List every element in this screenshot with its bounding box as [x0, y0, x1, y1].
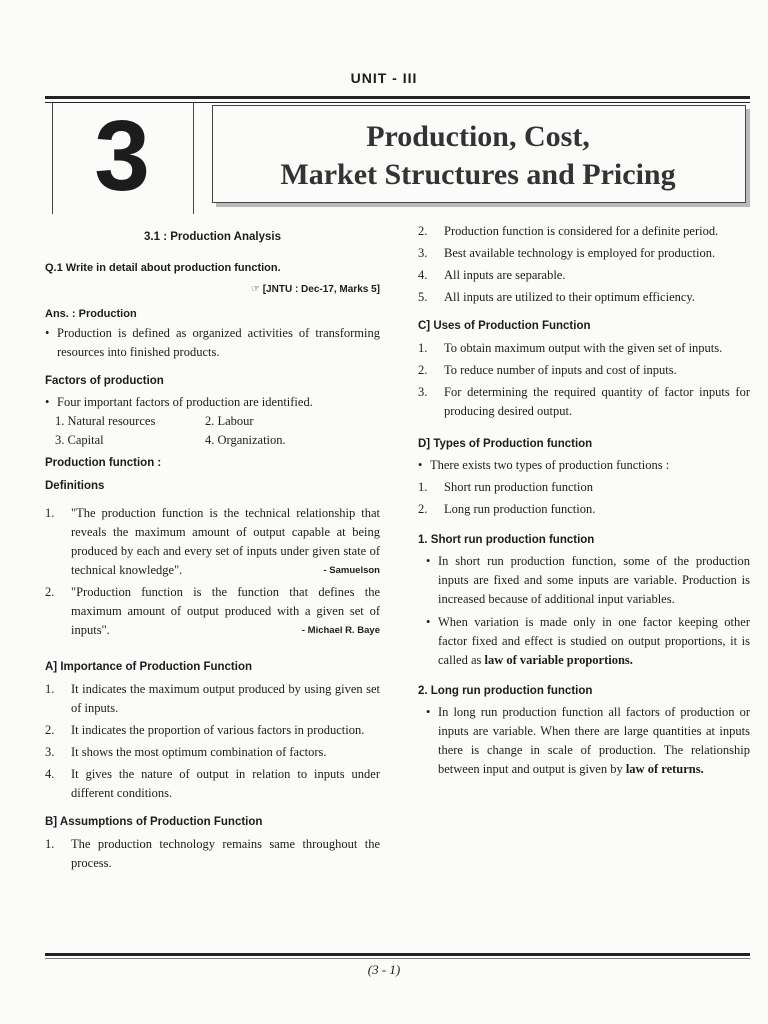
importance-item: 1. It indicates the maximum output produced by using given set of inputs.: [45, 682, 380, 715]
section-title: 3.1 : Production Analysis: [144, 231, 281, 243]
definitions-heading: Definitions: [45, 480, 105, 492]
factors-heading: Factors of production: [45, 375, 164, 387]
question: Q.1 Write in detail about production function.: [45, 262, 281, 274]
definition-citation: - Samuelson: [323, 565, 380, 576]
importance-item: 3. It shows the most optimum combination of factors.: [45, 745, 327, 759]
importance-item: 4. It gives the nature of output in relation to inputs under different conditions.: [45, 767, 380, 800]
assumptions-heading: B] Assumptions of Production Function: [45, 816, 263, 828]
long-run-bullet: • In long run production function all factors of production or inputs are variable. When there are large quantities at inputs there is change in scale of production. The relationship between input and output is given by law of returns.: [426, 703, 750, 779]
right-column: [418, 222, 750, 779]
importance-item: 2. It indicates the proportion of various factors in production.: [45, 723, 365, 737]
assumption-item: 4. All inputs are separable.: [418, 268, 566, 282]
types-item: 1. Short run production function: [418, 480, 593, 494]
types-intro: • There exists two types of production functions :: [418, 456, 750, 475]
uses-item: 2. To reduce number of inputs and cost of inputs.: [418, 363, 677, 377]
factor-item: 1. Natural resources: [55, 414, 156, 428]
short-run-bullet: • When variation is made only in one factor keeping other factor fixed and effect is studied on output proportions, it is called as law of variable proportions.: [426, 613, 750, 670]
short-run-heading: 1. Short run production function: [418, 534, 595, 546]
factors-list: [45, 412, 380, 450]
types-item: 2. Long run production function.: [418, 502, 596, 516]
page-number: (3 - 1): [367, 962, 401, 977]
long-run-heading: 2. Long run production function: [418, 685, 593, 697]
chapter-title-line1: Production, Cost,: [366, 120, 590, 153]
chapter-number: 3: [94, 100, 150, 212]
definition-citation: - Michael R. Baye: [301, 625, 380, 636]
uses-item: 1. To obtain maximum output with the given set of inputs.: [418, 341, 723, 355]
uses-item: 3. For determining the required quantity of factor inputs for producing desired output.: [418, 385, 750, 418]
production-definition: • Production is defined as organized activities of transforming resources into finished products.: [45, 324, 380, 362]
factor-item: 2. Labour: [205, 414, 254, 428]
chapter-title: [212, 118, 744, 194]
factor-item: 4. Organization.: [205, 433, 286, 447]
assumption-item: 2. Production function is considered for a definite period.: [418, 224, 719, 238]
left-column: [45, 222, 380, 873]
chapter-title-line2: Market Structures and Pricing: [280, 158, 676, 191]
assumption-item: 1. The production technology remains same throughout the process.: [45, 837, 380, 870]
short-run-bullet: • In short run production function, some of the production inputs are fixed and some inputs are variable. Production is increased because of additional input variables.: [426, 552, 750, 609]
definition-item: 2. "Production function is the function that defines the maximum amount of output produced with a given set of inputs". - Michael R. Baye: [45, 583, 380, 640]
factors-intro: • Four important factors of production are identified.: [45, 393, 380, 412]
types-heading: D] Types of Production function: [418, 438, 593, 450]
production-function-heading: Production function :: [45, 457, 162, 469]
assumption-item: 5. All inputs are utilized to their optimum efficiency.: [418, 290, 695, 304]
definition-item: 1. "The production function is the technical relationship that reveals the maximum amount of output capable at being produced by each and every set of inputs under given state of technical knowledge". - Samuelson: [45, 504, 380, 580]
assumption-item: 3. Best available technology is employed for production.: [418, 246, 716, 260]
question-reference: ☞ [JNTU : Dec-17, Marks 5]: [250, 284, 380, 295]
unit-label: UNIT - III: [350, 70, 418, 86]
importance-heading: A] Importance of Production Function: [45, 661, 252, 673]
factor-item: 3. Capital: [55, 433, 104, 447]
uses-heading: C] Uses of Production Function: [418, 320, 591, 332]
answer-label: Ans. : Production: [45, 308, 137, 320]
bottom-rule: [45, 953, 750, 959]
